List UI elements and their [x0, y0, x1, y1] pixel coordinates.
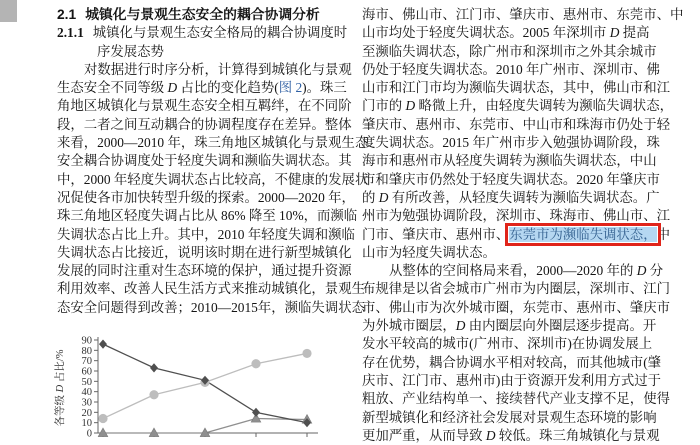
- text-segment: D: [455, 318, 466, 334]
- text-segment: 布规律是以省会城市广州市为内圈层，深圳市、江门: [362, 281, 670, 297]
- text-line: [362, 317, 661, 335]
- text-segment: 山市和江门市均为濒临失调状态，其中，佛山市和江: [362, 80, 670, 96]
- text-line: [362, 24, 661, 42]
- text-segment: 肇庆市、惠州市、东莞市、中山市和珠海市仍处于轻: [362, 116, 670, 132]
- y-axis-label: 各等级 D 占比/%: [55, 349, 66, 427]
- text-segment: D: [636, 263, 647, 279]
- text-line: [362, 189, 661, 207]
- text-line: [362, 409, 661, 427]
- text-line: [57, 207, 356, 225]
- y-tick-label: 30: [81, 397, 92, 409]
- text-line: [362, 262, 664, 280]
- text-segment: 更加严重，从而导致: [362, 427, 486, 443]
- circle-marker: [302, 349, 311, 358]
- text-segment: 况促使各市加快转型升级的探索。2000—2020 年，: [57, 189, 355, 205]
- text-segment: 提高: [619, 25, 650, 41]
- text-segment: 山市为轻度失调状态。: [362, 244, 496, 260]
- text-segment: 生态安全不同等级: [57, 80, 168, 96]
- text-segment: 来看，2000—2010 年，珠三角地区城镇化与景观生态: [57, 135, 369, 151]
- text-segment: 态安全问题得到改善；2010—2015年，濒临失调状态: [57, 299, 365, 315]
- y-tick-label: 10: [81, 418, 92, 430]
- text-segment: 安全耦合协调度处于轻度失调和濒临失调状态。其: [57, 153, 352, 169]
- text-segment: 山市均处于轻度失调状态。2005 年深圳市: [362, 25, 610, 41]
- text-line: [57, 189, 356, 207]
- text-segment: 2.1.1: [57, 25, 84, 41]
- text-line: [57, 226, 356, 244]
- text-line: [362, 79, 670, 97]
- text-segment: 的: [362, 189, 379, 205]
- left-column: [57, 6, 369, 317]
- text-segment: 失调状态占比上升。其中，2010 年轻度失调和濒临: [57, 226, 355, 242]
- text-line: [57, 299, 365, 317]
- text-segment: D: [378, 189, 389, 205]
- y-tick-label: 50: [81, 376, 92, 388]
- text-segment: 由内圈层向外圈层逐步提高。开: [465, 318, 657, 334]
- text-line: [57, 134, 369, 152]
- text-segment: 发水平较高的城市(广州市、深圳市)在协调发展上: [362, 336, 653, 352]
- text-segment: 分: [646, 263, 664, 279]
- text-line: [362, 171, 661, 189]
- y-tick-label: 20: [81, 407, 92, 419]
- circle-marker: [149, 390, 158, 399]
- text-line: [362, 207, 670, 225]
- text-segment: 门市、肇庆市、惠州市、: [362, 226, 510, 242]
- triangle-marker: [149, 428, 159, 437]
- text-line: [362, 97, 673, 115]
- circle-marker: [251, 359, 260, 368]
- text-segment: 至濒临失调状态，除广州市和深圳市之外其余城市: [362, 43, 657, 59]
- text-line: [57, 61, 356, 79]
- figure-link[interactable]: 图 2: [278, 80, 303, 96]
- text-segment: 海市、佛山市、江门市、肇庆市、惠州市、东莞市、中: [362, 7, 684, 22]
- text-segment: 序发展态势: [97, 43, 164, 59]
- text-line: [362, 299, 670, 317]
- text-line: [57, 43, 356, 61]
- text-line: [57, 24, 356, 42]
- text-segment: 城镇化与景观生态安全格局的耦合协调度时: [92, 25, 348, 41]
- text-segment: 市、佛山市为次外城市圈，东莞市、惠州市、肇庆市: [362, 299, 670, 315]
- y-tick-label: 70: [81, 356, 92, 368]
- text-line: [362, 152, 661, 170]
- diamond-marker: [99, 340, 107, 349]
- text-line: [362, 116, 670, 134]
- screen-corner-artifact: [0, 0, 17, 22]
- text-segment: 市和肇庆市仍然处于轻度失调状态。2020 年肇庆市: [362, 171, 660, 187]
- text-segment: 2.1: [57, 7, 77, 22]
- y-tick-label: 80: [81, 345, 92, 357]
- text-segment: D: [485, 427, 496, 443]
- circle-marker: [98, 414, 107, 423]
- text-line: [362, 226, 670, 244]
- text-segment: D: [405, 98, 416, 114]
- text-segment: 从整体的空间格局来看，2000—2020 年的: [389, 263, 637, 279]
- text-segment: D: [167, 80, 178, 96]
- text-segment: )。珠三: [302, 80, 347, 96]
- text-segment: 庆市、江门市、惠州市)由于资源开发利用方式过于: [362, 372, 662, 388]
- text-line: [57, 152, 356, 170]
- triangle-marker: [98, 428, 108, 437]
- text-line: [362, 134, 661, 152]
- text-segment: 段，二者之间互动耦合的协调程度存在差异。整体: [57, 116, 352, 132]
- text-segment: 失调状态占比接近，说明该时期在进行新型城镇化: [57, 244, 352, 260]
- text-segment: 门市的: [362, 98, 406, 114]
- text-segment: 利用效率、改善人民生活方式来推动城镇化，景观生: [57, 281, 365, 297]
- text-line: [362, 372, 661, 390]
- text-segment: 角地区城镇化与景观生态安全相互羁绊，在不同阶: [57, 98, 352, 114]
- line-chart-figure: [50, 330, 370, 440]
- text-line: [362, 354, 661, 372]
- text-segment: 中，2000 年轻度失调状态占比较高，不健康的发展状: [57, 171, 369, 187]
- diamond-marker: [150, 363, 158, 372]
- y-tick-label: 60: [81, 366, 92, 378]
- text-line: [57, 244, 356, 262]
- text-line: [57, 97, 356, 115]
- text-line: [57, 171, 369, 189]
- text-line: [57, 262, 356, 280]
- highlighted-text[interactable]: 东莞市为濒临失调状态，: [509, 226, 657, 242]
- text-segment: 较低。珠三角城镇化与景观: [495, 427, 660, 443]
- text-line: [362, 61, 661, 79]
- text-segment: 有所改善，从轻度失调转为濒临失调状态。广: [388, 189, 660, 205]
- y-tick-label: 90: [81, 335, 92, 347]
- text-line: [362, 390, 670, 408]
- text-line: [362, 43, 661, 61]
- text-segment: 城镇化与景观生态安全的耦合协调分析: [85, 7, 320, 22]
- text-segment: 州市为勉强协调阶段，深圳市、珠海市、佛山市、江: [362, 208, 670, 224]
- text-segment: 为外城市圈层，: [362, 318, 456, 334]
- right-column: [362, 6, 684, 445]
- text-line: [57, 79, 356, 97]
- text-segment: 仍处于轻度失调状态。2010 年广州市、深圳市、佛: [362, 61, 660, 77]
- diamond-marker: [252, 408, 260, 417]
- text-line: [57, 280, 365, 298]
- text-segment: 略微上升，由轻度失调转为濒临失调状态，: [415, 98, 673, 114]
- text-segment: 粗放、产业结构单一、接续替代产业支撑不足，使得: [362, 391, 670, 407]
- text-segment: 海市和惠州市从轻度失调转为濒临失调状态，中山: [362, 153, 657, 169]
- text-segment: 新型城镇化和经济社会发展对景观生态环境的影响: [362, 409, 657, 425]
- text-segment: D: [609, 25, 620, 41]
- y-tick-label: 0: [86, 428, 92, 440]
- text-line: [362, 335, 661, 353]
- text-line: [57, 116, 356, 134]
- text-line: [57, 6, 356, 24]
- text-segment: 发展的同时注重对生态环境的保护，通过提升资源: [57, 263, 352, 279]
- text-segment: 占比的变化趋势(: [177, 80, 279, 96]
- annotation-red-box: [509, 227, 656, 242]
- text-segment: 中: [656, 226, 670, 242]
- text-segment: 度失调状态。2015 年广州市步入勉强协调阶段，珠: [362, 135, 660, 151]
- text-segment: 对数据进行时序分析，计算得到城镇化与景观: [84, 61, 352, 77]
- y-tick-label: 40: [81, 387, 92, 399]
- text-line: [362, 244, 661, 262]
- text-segment: 存在优势，耦合协调水平相对较高，而其他城市(肇: [362, 354, 662, 370]
- text-line: [362, 6, 684, 24]
- text-line: [362, 427, 661, 445]
- text-segment: 珠三角地区轻度失调占比从 86% 降至 10%，而濒临: [57, 208, 358, 224]
- text-line: [362, 280, 670, 298]
